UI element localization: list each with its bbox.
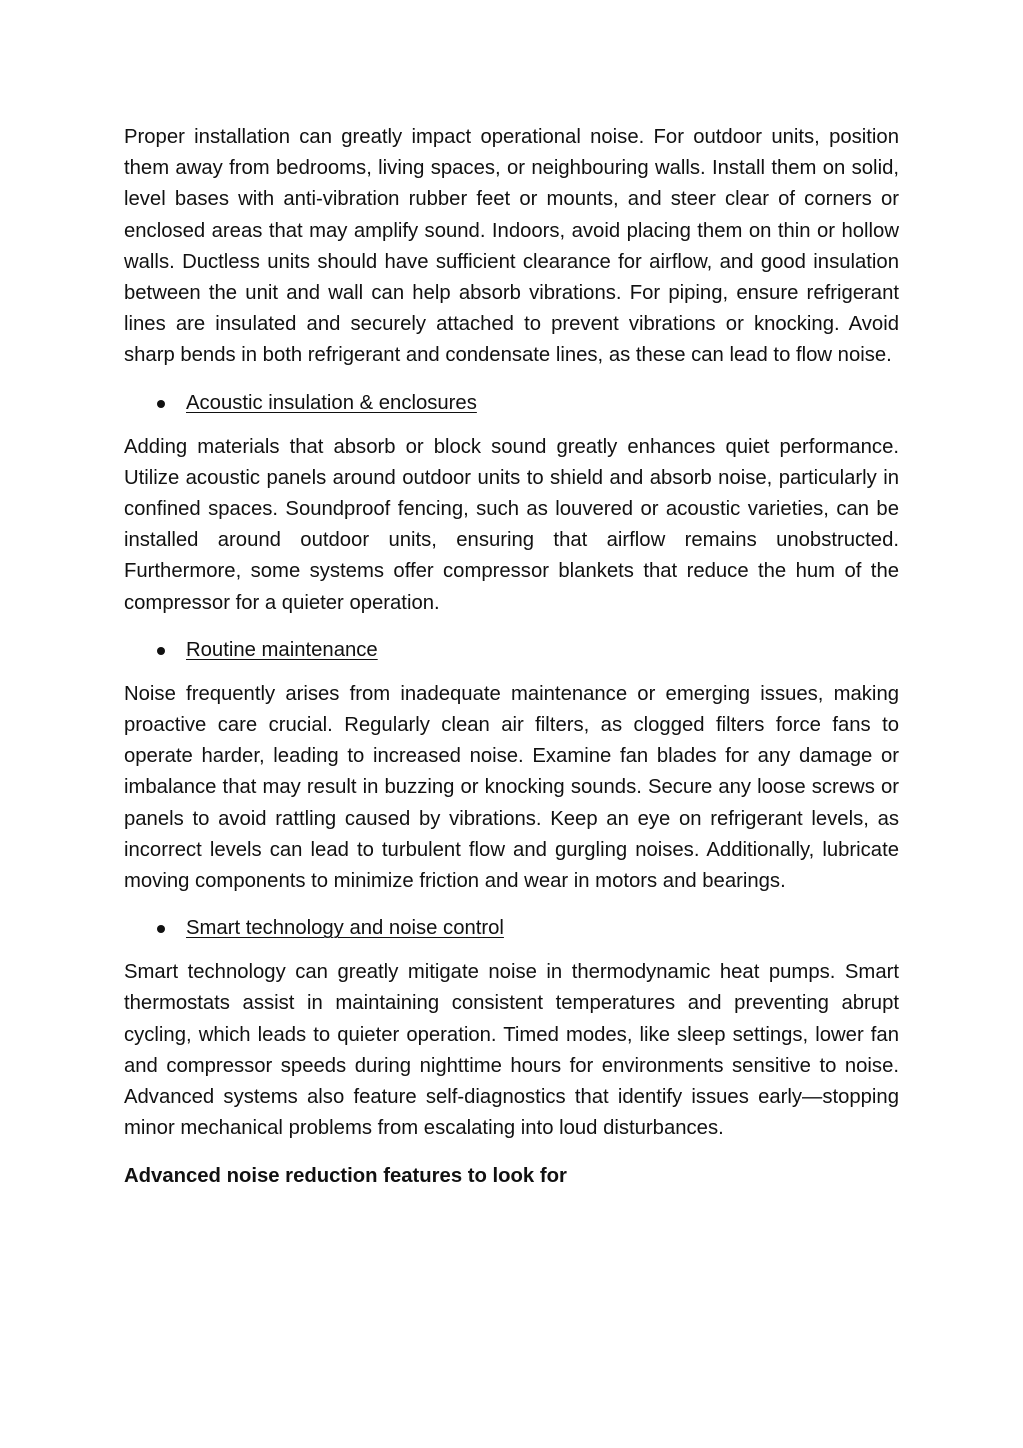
bullet-dot-icon <box>157 925 165 933</box>
bullet-maintenance-label: Routine maintenance <box>186 638 378 661</box>
bullet-smart-label: Smart technology and noise control <box>186 917 504 940</box>
bullet-smart <box>124 913 899 944</box>
acoustic-paragraph: Adding materials that absorb or block sound greatly enhances quiet performance. Utilize acoustic panels around outdoor units to shield and absorb noise, particularly in confined spaces. Soundproof fencing, such as louvered or acoustic varieties, can be installed around outdoor units, ensuring that airflow remains unobstructed. Furthermore, some systems offer compressor blankets that reduce the hum of the compressor for a quieter operation. <box>124 435 899 614</box>
bullet-acoustic <box>124 388 899 419</box>
smart-paragraph: Smart technology can greatly mitigate noise in thermodynamic heat pumps. Smart thermostats assist in maintaining consistent temperatures and preventing abrupt cycling, which leads to quieter operation. Timed modes, like sleep settings, lower fan and compressor speeds during nighttime hours for environments sensitive to noise. Advanced systems also feature self-diagnostics that identify issues early—stopping minor mechanical problems from escalating into loud disturbances. <box>124 961 899 1140</box>
installation-paragraph: Proper installation can greatly impact operational noise. For outdoor units, position them away from bedrooms, living spaces, or neighbouring walls. Install them on solid, level bases with anti-vibration rubber feet or mounts, and steer clear of corners or enclosed areas that may amplify sound. Indoors, avoid placing them on thin or hollow walls. Ductless units should have sufficient clearance for airflow, and good insulation between the unit and wall can help absorb vibrations. For piping, ensure refrigerant lines are insulated and securely attached to prevent vibrations or knocking. Avoid sharp bends in both refrigerant and condensate lines, as these can lead to flow noise. <box>124 126 899 367</box>
bullet-dot-icon <box>157 647 165 655</box>
bullet-dot-icon <box>157 400 165 408</box>
document-page <box>124 122 899 1192</box>
bullet-acoustic-label: Acoustic insulation & enclosures <box>186 391 477 414</box>
maintenance-paragraph: Noise frequently arises from inadequate maintenance or emerging issues, making proactive care crucial. Regularly clean air filters, as clogged filters force fans to operate harder, leading to increased noise. Examine fan blades for any damage or imbalance that may result in buzzing or knocking sounds. Secure any loose screws or panels to avoid rattling caused by vibrations. Keep an eye on refrigerant levels, as incorrect levels can lead to turbulent flow and gurgling noises. Additionally, lubricate moving components to minimize friction and wear in motors and bearings. <box>124 682 899 893</box>
bullet-maintenance <box>124 635 899 666</box>
section-heading: Advanced noise reduction features to look for <box>124 1165 567 1188</box>
